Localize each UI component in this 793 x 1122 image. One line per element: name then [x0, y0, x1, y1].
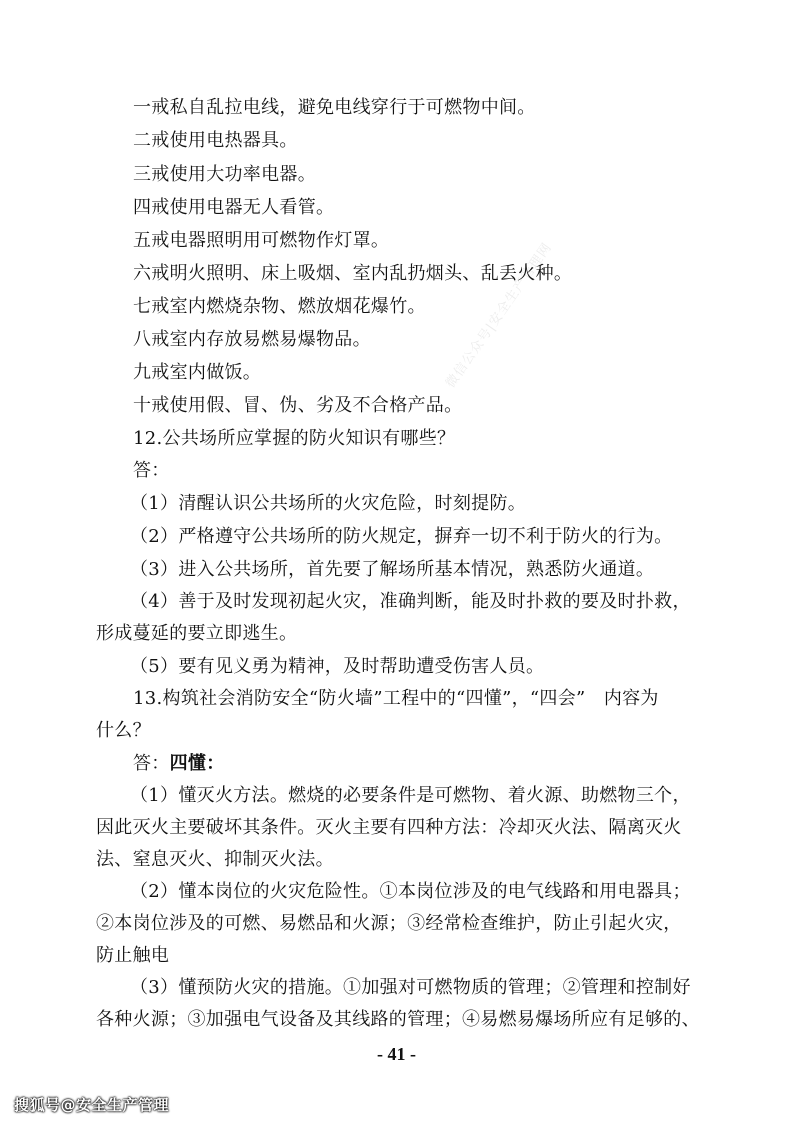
rule-line-1: 一戒私自乱拉电线，避免电线穿行于可燃物中间。: [133, 97, 536, 118]
answer-12-item-4-cont: 形成蔓延的要立即逃生。: [96, 623, 298, 644]
answer-label-13: [133, 752, 225, 776]
question-13: 13.构筑社会消防安全“防火墙”工程中的“四懂”，“四会” 内容为: [133, 688, 659, 709]
rule-line-4: 四戒使用电器无人看管。: [133, 197, 335, 218]
answer-label-12: 答：: [133, 460, 170, 481]
watermark: 微信公众号|安全生产管理网: [443, 240, 556, 391]
rule-line-10: 十戒使用假、冒、伪、劣及不合格产品。: [133, 395, 463, 416]
understand-item-2: （2）懂本岗位的火灾危险性。①本岗位涉及的电气线路和用电器具；: [130, 881, 691, 902]
answer-12-item-1: （1）清醒认识公共场所的火灾危险，时刻提防。: [130, 493, 527, 514]
four-understandings-heading: 四懂：: [169, 753, 225, 774]
question-13-cont: 什么？: [96, 720, 151, 741]
rule-line-8: 八戒室内存放易燃易爆物品。: [133, 329, 371, 350]
answer-12-item-4: （4）善于及时发现初起火灾，准确判断，能及时扑救的要及时扑救，: [130, 591, 691, 612]
source-watermark: 搜狐号@安全生产管理: [14, 1096, 170, 1114]
understand-item-1: （1）懂灭火方法。燃烧的必要条件是可燃物、着火源、助燃物三个，: [130, 785, 691, 806]
understand-item-2-cont-b: 防止触电: [96, 945, 170, 966]
understand-item-1-cont-a: 因此灭火主要破坏其条件。灭火主要有四种方法：冷却灭火法、隔离灭火: [96, 817, 682, 838]
rule-line-2: 二戒使用电热器具。: [133, 130, 298, 151]
question-12: 12.公共场所应掌握的防火知识有哪些？: [133, 428, 456, 449]
understand-item-1-cont-b: 法、窒息灭火、抑制灭火法。: [96, 849, 334, 870]
understand-item-3: （3）懂预防火灾的措施。①加强对可燃物质的管理；②管理和控制好: [130, 977, 691, 998]
understand-item-3-cont: 各种火源；③加强电气设备及其线路的管理；④易燃易爆场所应有足够的、: [96, 1009, 700, 1030]
answer-label-13-text: 答：: [133, 753, 170, 774]
answer-12-item-3: （3）进入公共场所，首先要了解场所基本情况，熟悉防火通道。: [130, 559, 655, 580]
rule-line-9: 九戒室内做饭。: [133, 362, 262, 383]
rule-line-6: 六戒明火照明、床上吸烟、室内乱扔烟头、乱丢火种。: [133, 263, 573, 284]
page-number: - 41 -: [377, 1044, 416, 1064]
understand-item-2-cont-a: ②本岗位涉及的可燃、易燃品和火源；③经常检查维护，防止引起火灾，: [96, 913, 682, 934]
answer-12-item-2: （2）严格遵守公共场所的防火规定，摒弃一切不利于防火的行为。: [130, 526, 673, 547]
rule-line-5: 五戒电器照明用可燃物作灯罩。: [133, 230, 390, 251]
rule-line-7: 七戒室内燃烧杂物、燃放烟花爆竹。: [133, 296, 426, 317]
answer-12-item-5: （5）要有见义勇为精神，及时帮助遭受伤害人员。: [130, 656, 545, 677]
rule-line-3: 三戒使用大功率电器。: [133, 164, 316, 185]
